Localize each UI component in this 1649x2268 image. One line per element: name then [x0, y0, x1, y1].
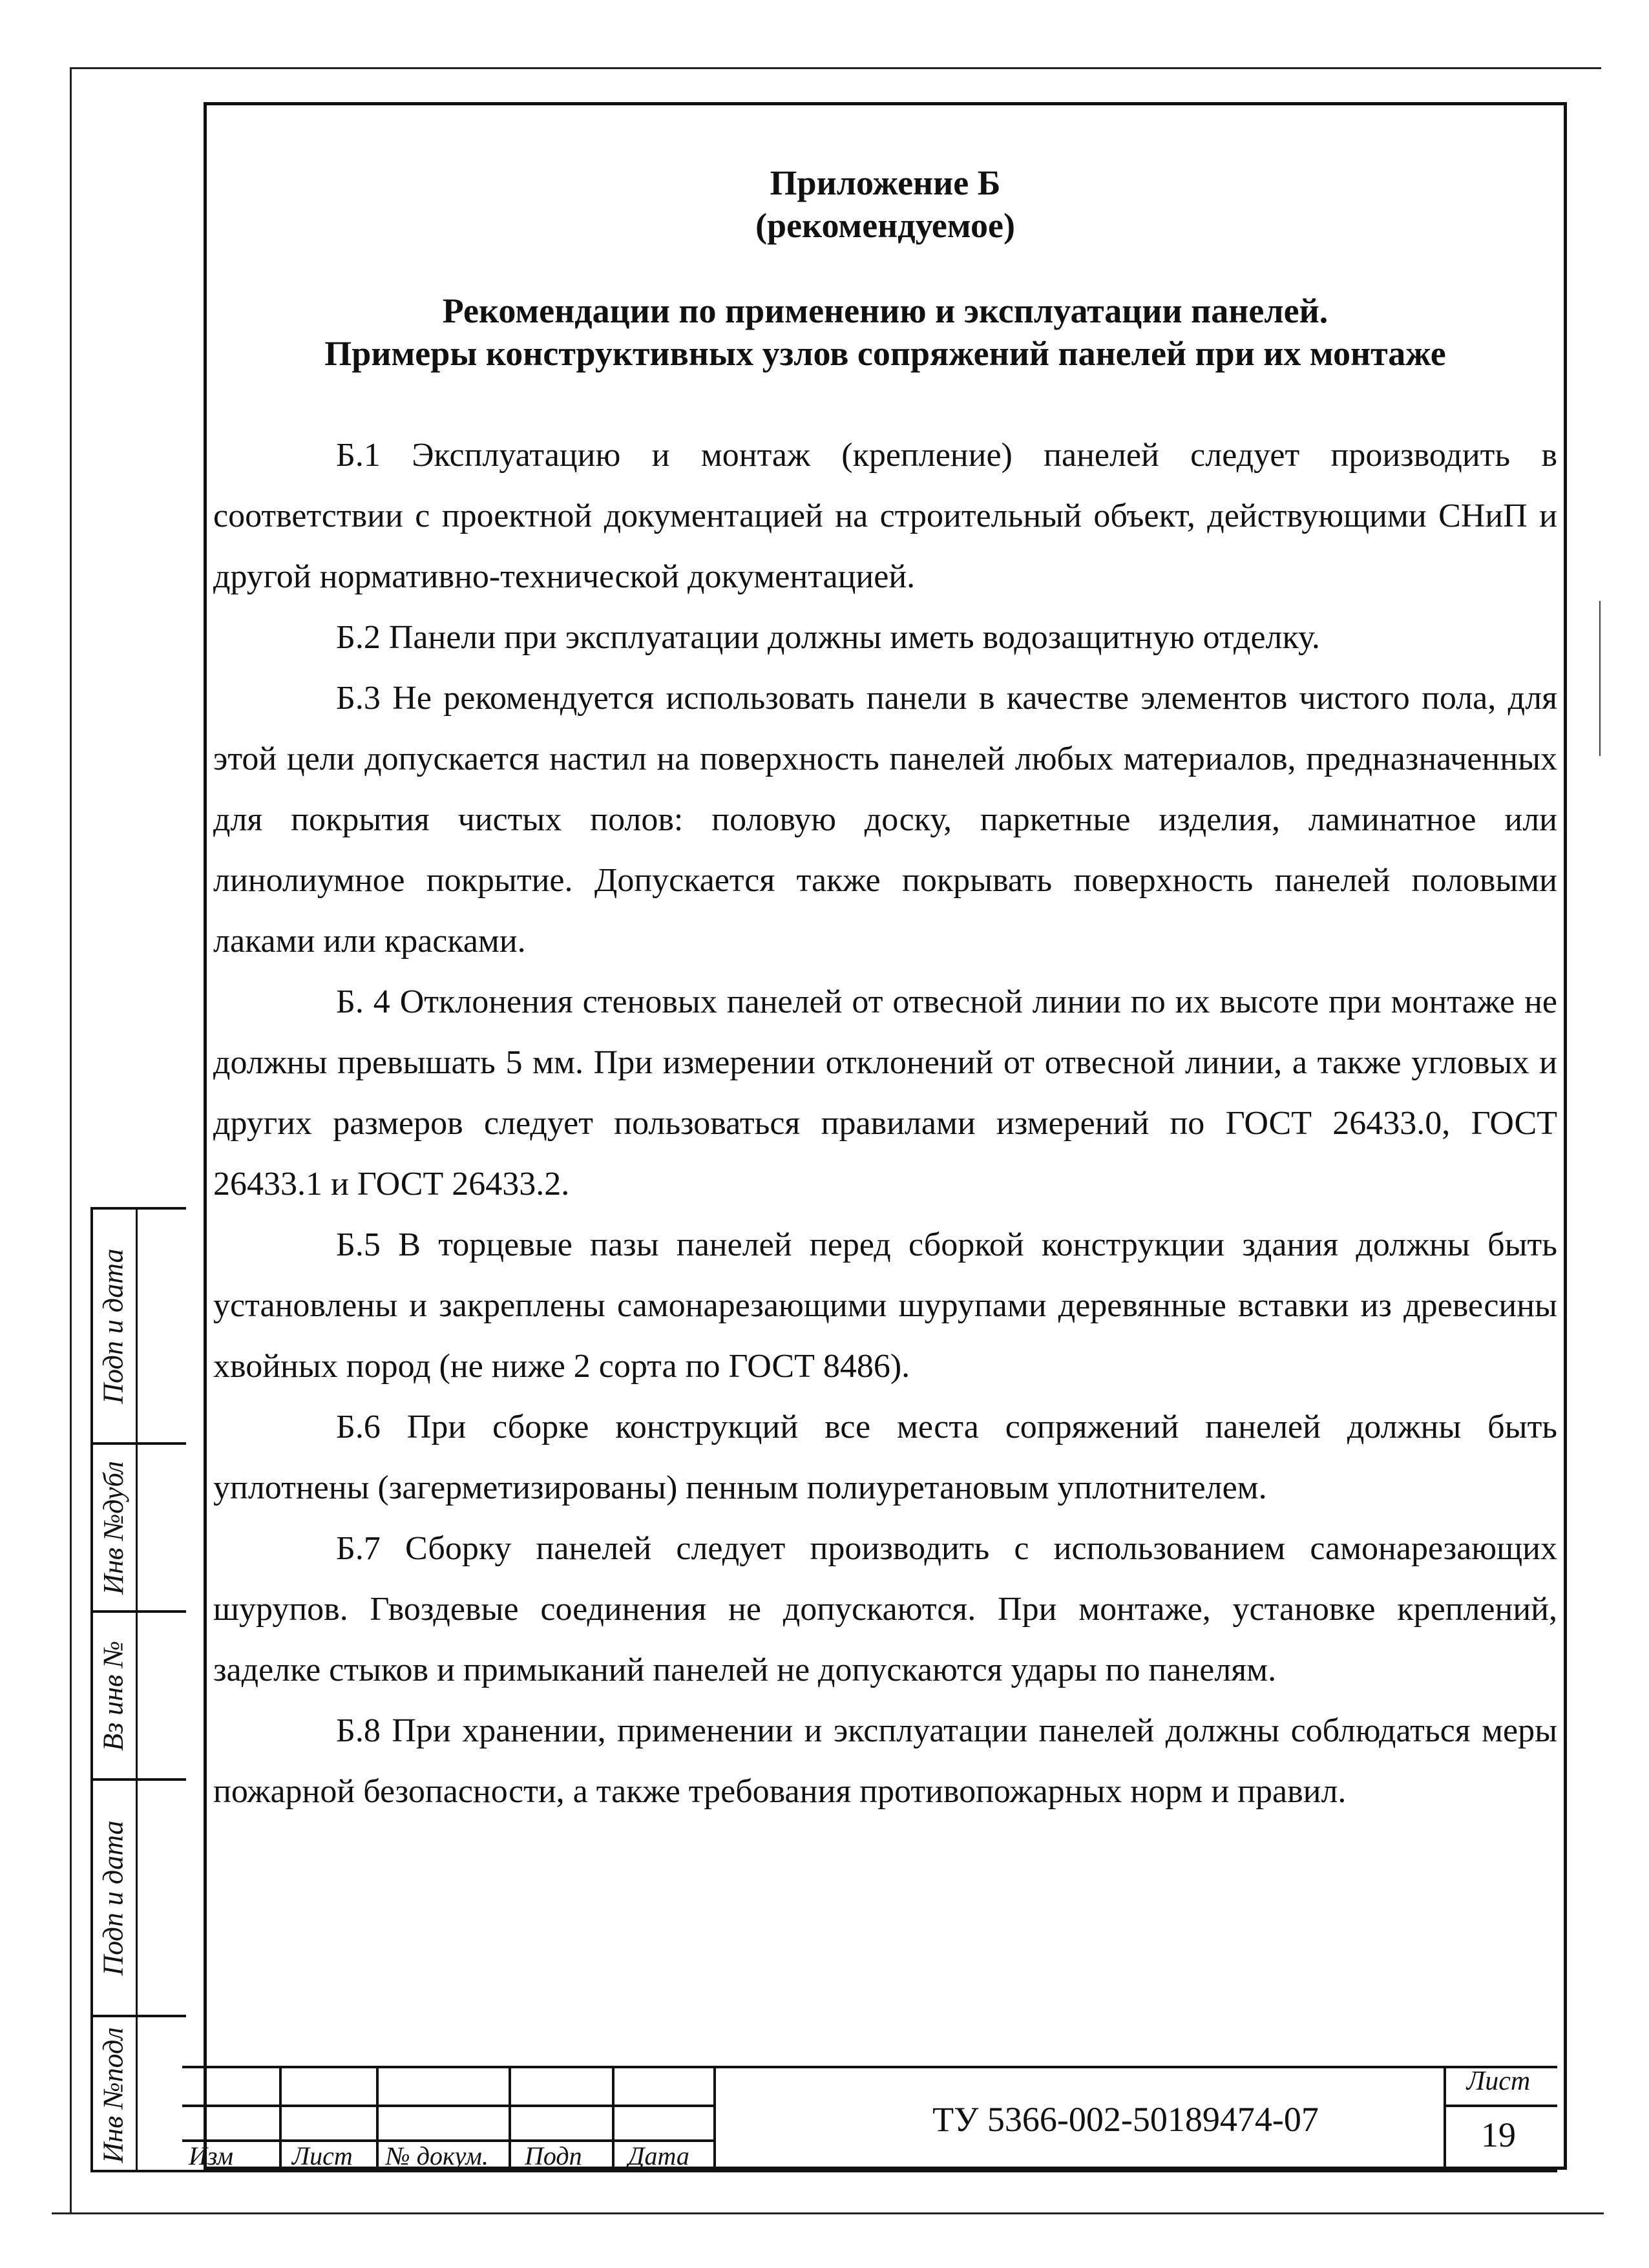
paragraph [213, 1701, 1557, 1822]
paragraph-number: Б. 4 [336, 983, 390, 1020]
title-block-line [612, 2066, 614, 2172]
col-doc-number-label: № докум. [386, 2141, 488, 2170]
margin-mark [1599, 601, 1601, 756]
side-stamp-orig-inv: Инв №подл [97, 2026, 129, 2163]
title-block-line [509, 2066, 511, 2172]
paragraph-text: Отклонения стеновых панелей от отвесной линии по их высоте при монтаже не должны превышать 5 мм. При измерении отклонений от отвесной линии, а также угловых и других размеров следует пользоваться правилами измерений по ГОСТ 26433.0, ГОСТ 26433.1 и ГОСТ 26433.2. [213, 983, 1557, 1202]
paragraph-number: Б.2 [336, 619, 381, 656]
paragraph-text: Эксплуатацию и монтаж (крепление) панелей следует производить в соответствии с проектной документацией на строительный объект, действующими СНиП и другой нормативно-технической документацией. [213, 437, 1558, 595]
paragraph [213, 668, 1557, 972]
sheet-border-bottom [52, 2212, 1604, 2214]
sheet-border-left [70, 67, 72, 2212]
title-block-line [279, 2066, 282, 2172]
side-stamp-sign-date-2: Подп и дата [97, 1820, 129, 1976]
paragraph-text: Сборку панелей следует производить с использованием самонарезающих шурупов. Гвоздевые соединения не допускаются. При монтаже, установке креплений, заделке стыков и примыканий панелей не допускаются удары по панелям. [213, 1530, 1557, 1688]
section-heading-1: Рекомендации по применению и эксплуатации панелей. [442, 291, 1329, 330]
paragraph-number: Б.5 [336, 1226, 381, 1263]
paragraph-text: В торцевые пазы панелей перед сборкой конструкции здания должны быть установлены и закреплены самонарезающими шурупами деревянные вставки из древесины хвойных пород (не ниже 2 сорта по ГОСТ 8486). [213, 1226, 1557, 1385]
document-code: ТУ 5366-002-50189474-07 [932, 2100, 1319, 2139]
appendix-type: (рекомендуемое) [755, 206, 1015, 245]
paragraph-number: Б.3 [336, 680, 381, 717]
paragraph [213, 607, 1557, 668]
title-block-line [1444, 2105, 1557, 2107]
section-heading-2: Примеры конструктивных узлов сопряжений панелей при их монтаже [324, 334, 1446, 373]
paragraph-number: Б.8 [336, 1712, 381, 1749]
side-stamp-replace-inv: Вз инв № [97, 1640, 129, 1751]
col-signature-label: Подп [525, 2141, 582, 2170]
sheet-number: 19 [1481, 2116, 1516, 2154]
title-block-line [376, 2066, 379, 2172]
side-stamp-divider [136, 1207, 138, 2172]
paragraph-number: Б.7 [336, 1530, 381, 1567]
paragraph-number: Б.1 [336, 437, 381, 474]
col-change-label: Изм [189, 2141, 234, 2170]
side-stamp-sign-date: Подп и дата [97, 1248, 129, 1404]
paragraph [213, 1518, 1557, 1701]
side-stamp-dup-inv: Инв №дубл [97, 1460, 129, 1595]
title-block-line [182, 2105, 713, 2107]
document-body [213, 162, 1557, 1822]
appendix-title: Приложение Б [770, 163, 1001, 202]
paragraph-text: Не рекомендуется использовать панели в качестве элементов чистого пола, для этой цели допускается настил на поверхность панелей любых материалов, предназначенных для покрытия чистых полов: половую доску, паркетные изделия, ламинатное или линолиумное покрытие. Допускается также покрывать поверхность панелей половыми лаками или красками. [213, 680, 1557, 960]
sheet-border-top [70, 67, 1601, 69]
paragraph [213, 1397, 1557, 1518]
title-block-line [713, 2066, 716, 2172]
paragraph [213, 425, 1557, 607]
paragraph [213, 1215, 1557, 1397]
paragraph-text: При хранении, применении и эксплуатации панелей должны соблюдаться меры пожарной безопасности, а также требования противопожарных норм и правил. [213, 1712, 1558, 1810]
paragraph [213, 972, 1557, 1215]
col-sheet-label: Лист [292, 2141, 353, 2170]
col-date-label: Дата [628, 2141, 689, 2170]
title-block [182, 2066, 1557, 2172]
paragraph-number: Б.6 [336, 1409, 381, 1445]
title-block-line [182, 2066, 1557, 2068]
paragraph-text: Панели при эксплуатации должны иметь водозащитную отделку. [388, 619, 1320, 656]
sheet-label: Лист [1466, 2066, 1531, 2096]
paragraph-text: При сборке конструкций все места сопряжений панелей должны быть уплотнены (загерметизированы) пенным полиуретановым уплотнителем. [213, 1409, 1558, 1506]
